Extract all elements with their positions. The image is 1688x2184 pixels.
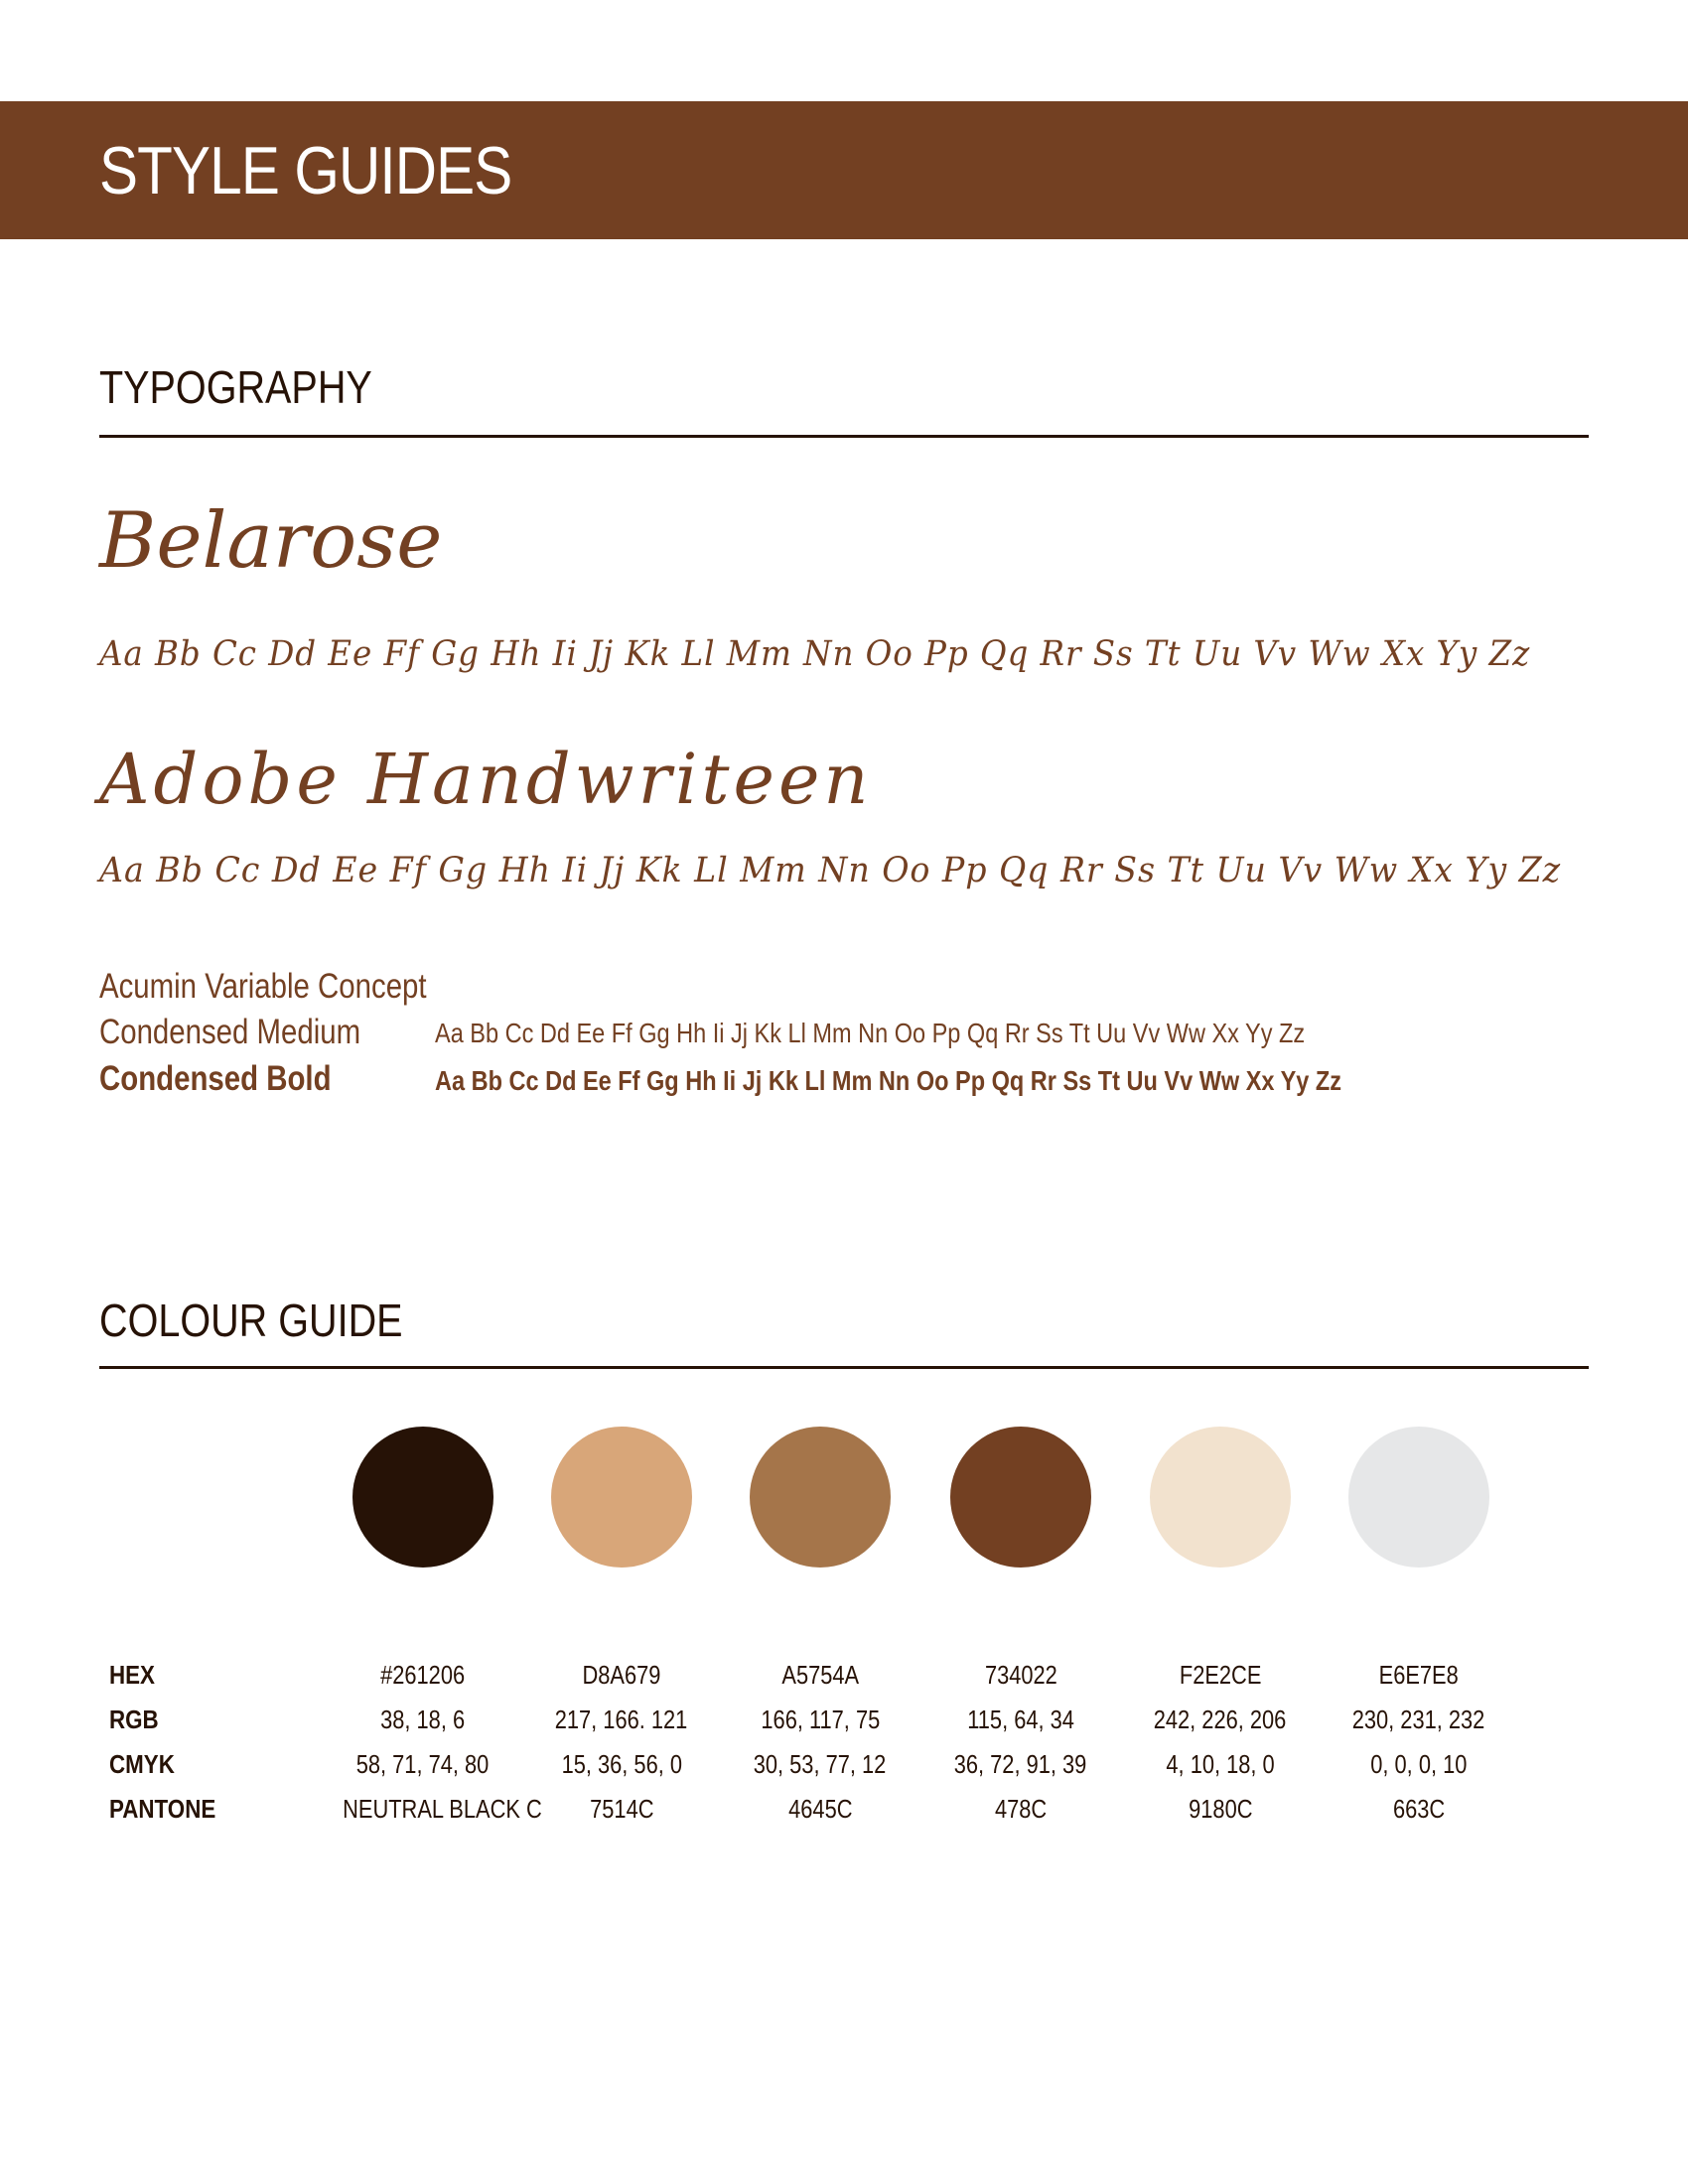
- rgb-value: 230, 231, 232: [1352, 1705, 1485, 1734]
- rgb-value: 166, 117, 75: [761, 1705, 880, 1734]
- colour-swatch-4: [950, 1427, 1091, 1568]
- colour-swatch-3: [750, 1427, 891, 1568]
- colour-swatch-5: [1150, 1427, 1291, 1568]
- pantone-value: 478C: [994, 1794, 1048, 1824]
- cmyk-value: 30, 53, 77, 12: [754, 1749, 887, 1779]
- cmyk-value: 15, 36, 56, 0: [561, 1749, 682, 1779]
- hex-value: E6E7E8: [1378, 1660, 1460, 1690]
- pantone-value: 7514C: [589, 1794, 654, 1824]
- acumin-family-label: Acumin Variable Concept: [99, 967, 427, 1006]
- cmyk-value: 36, 72, 91, 39: [954, 1749, 1087, 1779]
- rgb-value: 217, 166. 121: [555, 1705, 688, 1734]
- rgb-value: 242, 226, 206: [1154, 1705, 1287, 1734]
- pantone-value: NEUTRAL BLACK C: [343, 1794, 542, 1824]
- acumin-bold-label: Condensed Bold: [99, 1059, 332, 1098]
- acumin-bold-alphabet: Aa Bb Cc Dd Ee Ff Gg Hh Ii Jj Kk Ll Mm Nn Oo Pp Qq Rr Ss Tt Uu Vv Ww Xx Yy Zz: [435, 1065, 1342, 1096]
- acumin-medium-alphabet: Aa Bb Cc Dd Ee Ff Gg Hh Ii Jj Kk Ll Mm Nn Oo Pp Qq Rr Ss Tt Uu Vv Ww Xx Yy Zz: [435, 1018, 1306, 1048]
- page-title: STYLE GUIDES: [99, 133, 512, 208]
- adobe-handwriteen-font-name: Adobe Handwriteen: [99, 739, 873, 820]
- hex-row-label: HEX: [109, 1660, 155, 1690]
- belarose-alphabet: Aa Bb Cc Dd Ee Ff Gg Hh Ii Jj Kk Ll Mm Nn Oo Pp Qq Rr Ss Tt Uu Vv Ww Xx Yy Zz: [99, 634, 1531, 674]
- header-banner: [0, 101, 1688, 239]
- hex-value: D8A679: [582, 1660, 661, 1690]
- adobe-handwriteen-alphabet: Aa Bb Cc Dd Ee Ff Gg Hh Ii Jj Kk Ll Mm Nn Oo Pp Qq Rr Ss Tt Uu Vv Ww Xx Yy Zz: [99, 851, 1562, 890]
- typography-divider: [99, 435, 1589, 438]
- pantone-value: 4645C: [787, 1794, 853, 1824]
- colour-guide-heading: COLOUR GUIDE: [99, 1295, 403, 1346]
- pantone-row-label: PANTONE: [109, 1794, 216, 1824]
- hex-value: A5754A: [781, 1660, 859, 1690]
- cmyk-value: 4, 10, 18, 0: [1166, 1749, 1275, 1779]
- colour-swatch-2: [551, 1427, 692, 1568]
- cmyk-row-label: CMYK: [109, 1749, 175, 1779]
- hex-value: F2E2CE: [1179, 1660, 1262, 1690]
- colour-guide-divider: [99, 1366, 1589, 1369]
- pantone-value: 9180C: [1188, 1794, 1253, 1824]
- typography-heading: TYPOGRAPHY: [99, 361, 372, 413]
- hex-value: 734022: [984, 1660, 1057, 1690]
- hex-value: #261206: [380, 1660, 466, 1690]
- cmyk-value: 0, 0, 0, 10: [1370, 1749, 1468, 1779]
- pantone-value: 663C: [1392, 1794, 1446, 1824]
- belarose-font-name: Belarose: [99, 496, 443, 586]
- colour-swatch-1: [352, 1427, 493, 1568]
- rgb-value: 38, 18, 6: [380, 1705, 466, 1734]
- colour-swatch-6: [1348, 1427, 1489, 1568]
- rgb-value: 115, 64, 34: [967, 1705, 1074, 1734]
- rgb-row-label: RGB: [109, 1705, 159, 1734]
- cmyk-value: 58, 71, 74, 80: [356, 1749, 490, 1779]
- acumin-medium-label: Condensed Medium: [99, 1013, 361, 1051]
